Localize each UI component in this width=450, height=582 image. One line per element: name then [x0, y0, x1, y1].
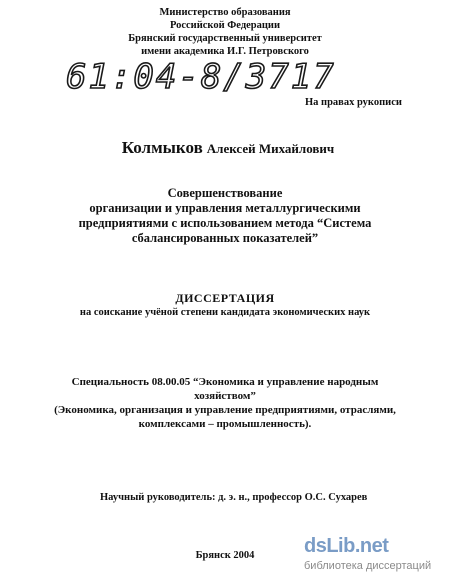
- handwritten-catalog-stamp: [60, 54, 360, 94]
- place-and-year: Брянск 2004: [195, 550, 255, 561]
- ministry-header: [120, 6, 330, 58]
- specialty-line: (Экономика, организация и управление предприятиями, отраслями,: [54, 404, 396, 416]
- manuscript-rights-note: На правах рукописи: [305, 97, 402, 108]
- dslib-watermark[interactable]: [302, 535, 447, 579]
- dissertation-title: [60, 186, 390, 246]
- header-line: Брянский государственный университет: [128, 33, 322, 44]
- scientific-supervisor: Научный руководитель: д. э. н., профессор О.С. Сухарев: [100, 492, 368, 503]
- header-line: Министерство образования: [159, 7, 291, 18]
- title-line: сбалансированных показателей”: [131, 231, 319, 245]
- specialty-line: хозяйством”: [194, 390, 256, 402]
- work-type-heading: ДИССЕРТАЦИЯ: [175, 291, 275, 305]
- title-line: организации и управления металлургическими: [89, 201, 361, 215]
- title-line: Совершенствование: [167, 186, 283, 200]
- author-name: [78, 138, 378, 158]
- stamp-text: 61:04-8/3717: [66, 57, 336, 94]
- watermark-logo[interactable]: dsLib.net: [304, 535, 389, 557]
- author-given-names: Алексей Михайлович: [206, 141, 335, 156]
- specialty-line: комплексами – промышленность).: [138, 418, 312, 430]
- degree-line: на соискание учёной степени кандидата экономических наук: [79, 307, 371, 318]
- specialty-block: [40, 375, 410, 431]
- title-line: предприятиями с использованием метода “Система: [78, 216, 372, 230]
- header-line: Российской Федерации: [169, 20, 281, 31]
- watermark-subtitle: библиотека диссертаций: [304, 560, 432, 572]
- author-surname: Колмыков: [121, 138, 203, 157]
- header-line: имени академика И.Г. Петровского: [141, 46, 309, 57]
- specialty-line: Специальность 08.00.05 “Экономика и управление народным: [71, 376, 379, 388]
